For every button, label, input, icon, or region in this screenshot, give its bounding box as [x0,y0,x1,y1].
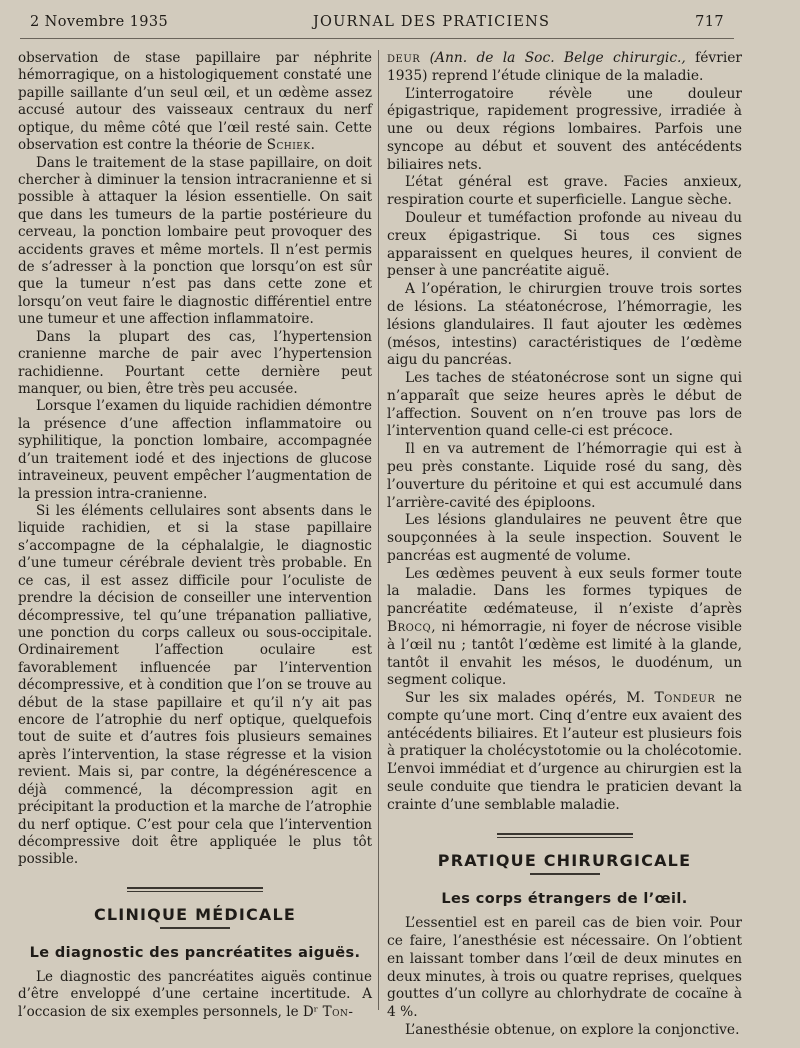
article-title: Le diagnostic des pancréatites aiguës. [29,945,361,962]
paragraph: L’essentiel est en pareil cas de bien voir. Pour ce faire, l’anesthésie est nécessaire. On l’obtient en laissant tomber dans l’œil de deux minutes en deux minutes, à trois ou quatre reprises, quelques gouttes d’un collyre au chlorhydrate de cocaïne à 4 %. [387,915,742,1021]
paragraph: L’anesthésie obtenue, on explore la conjonctive. [405,1021,740,1038]
paragraph: Lorsque l’examen du liquide rachidien démontre la présence d’une affection inflammatoire ou syphilitique, la ponction lombaire, accompagnée d’un traitement iodé et des injections de glucose intraveineux, peuvent empêcher l’augmentation de la pression intra-cranienne. [18,398,372,502]
issue-date: 2 Novembre 1935 [30,14,169,30]
paragraph: Sur les six malades opérés, M. Tondeur ne compte qu’une mort. Cinq d’entre eux avaient des antécédents biliaires. Et l’auteur est plusieurs fois à pratiquer la cholécystotomie ou la cholécotomie. L’envoi immédiat et d’urgence au chirurgien est la seule conduite que tiendra le praticien devant la crainte d’une semblable maladie. [387,690,743,813]
section-separator [497,833,633,838]
paragraph: L’interrogatoire révèle une douleur épigastrique, rapidement progressive, irradiée à une ou deux régions lombaires. Parfois une syncope au début et souvent des antécédents biliaires nets. [387,85,742,173]
journal-title: JOURNAL DES PRATICIENS [313,14,551,30]
author-name: Brocq [387,619,432,635]
paragraph: Le diagnostic des pancréatites aiguës continue d’être enveloppé d’une certaine incertitude. A l’occasion de six exemples personnels, le Dʳ Ton- [18,968,372,1020]
paragraph: Dans la plupart des cas, l’hypertension cranienne marche de pair avec l’hypertension rachidienne. Pourtant cette dernière peut manquer, ou bien, être très peu accusée. [18,328,372,398]
paragraph: observation de stase papillaire par néphrite hémorragique, on a histologiquement constaté une papille saillante d’un seul œil, et un œdème assez accusé autour des vaisseaux centraux du nerf optique, du même côté que l’œil resté sain. Cette observation est contre la théorie de Schiek. [18,50,372,154]
section-title: CLINIQUE MÉDICALE [93,904,297,924]
paragraph: Les œdèmes peuvent à eux seuls former toute la maladie. Dans les formes typiques de pancréatite œdémateuse, il n’existe d’après Brocq, ni hémorragie, ni foyer de nécrose visible à l’œil nu ; tantôt l’œdème est limité à la glande, tantôt il envahit les mésos, le duodénum, un segment colique. [387,565,742,689]
paragraph: Dans le traitement de la stase papillaire, on doit chercher à diminuer la tension intracranienne et si possible à attaquer la lésion essentielle. On sait que dans les tumeurs de la partie postérieure du cerveau, la ponction lombaire peut provoquer des accidents graves et même mortels. Il n’est permis de s’adresser à la ponction que lorsqu’on est sûr que la tumeur n’est pas dans cette zone et lorsqu’on veut faire le diagnostic différentiel entre une tumeur et une affection inflammatoire. [18,154,372,328]
author-name: Tondeur [654,690,716,707]
paragraph: Les lésions glandulaires ne peuvent être que soupçonnées à la seule inspection. Souvent le pancréas est augmenté de volume. [387,512,742,564]
section-underline [160,927,230,929]
paragraph: Il en va autrement de l’hémorragie qui est à peu près constante. Liquide rosé du sang, dès l’ouverture du péritoine et qui est accumulé dans l’arrière-cavité des épiploons. [387,441,742,511]
paragraph: deur (Ann. de la Soc. Belge chirurgic., février 1935) reprend l’étude clinique de la maladie. [387,50,742,84]
column-divider [378,50,379,1010]
author-name: deur [387,50,421,66]
paragraph: Douleur et tuméfaction profonde au niveau du creux épigastrique. Si tous ces signes apparaissent en quelques heures, il convient de penser à une pancréatite aiguë. [387,210,742,280]
left-column [18,50,372,1021]
citation: (Ann. de la Soc. Belge chirurgic., [429,50,686,66]
header-rule [20,38,734,39]
right-column [387,50,742,1040]
author-name: Ton- [322,1003,354,1020]
paragraph: L’état général est grave. Facies anxieux, respiration courte et superficielle. Langue sèche. [387,174,742,209]
page-header [30,14,724,38]
author-name: Schiek [266,137,311,154]
article-title: Les corps étrangers de l’œil. [441,891,688,908]
section-separator [127,887,263,892]
paragraph: Les taches de stéatonécrose sont un signe qui n’apparaît que seize heures après le début de l’affection. Souvent on n’en trouve pas lors de l’intervention quand celle-ci est précoce. [387,370,742,440]
section-underline [530,873,600,875]
page-number: 717 [695,14,724,30]
paragraph: A l’opération, le chirurgien trouve trois sortes de lésions. La stéatonécrose, l’hémorragie, les lésions glandulaires. Il faut ajouter les œdèmes (mésos, intestins) caractéristiques de l’œdème aigu du pancréas. [387,281,742,369]
paragraph: Si les éléments cellulaires sont absents dans le liquide rachidien, et si la stase papillaire s’accompagne de la céphalalgie, le diagnostic d’une tumeur cérébrale devient très probable. En ce cas, il est assez difficile pour l’oculiste de prendre la décision de conseiller une intervention décompressive, tel qu’une trépanation palliative, une ponction du corps calleux ou sous-occipitale. Ordinairement l’affection oculaire est favorablement influencée par l’intervention décompressive, et à condition que l’on se trouve au début de la stase papillaire et qu’il n’y ait pas encore de l’atrophie du nerf optique, quelquefois tout de suite et d’autres fois plusieurs semaines après l’intervention, la stase régresse et la vision revient. Mais si, par contre, la dégénérescence a déjà commencé, la décompression agit en précipitant la production et la marche de l’atrophie du nerf optique. C’est pour cela que l’intervention décompressive doit être appliquée le plus tôt possible. [18,502,372,868]
section-title: PRATIQUE CHIRURGICALE [437,850,692,870]
